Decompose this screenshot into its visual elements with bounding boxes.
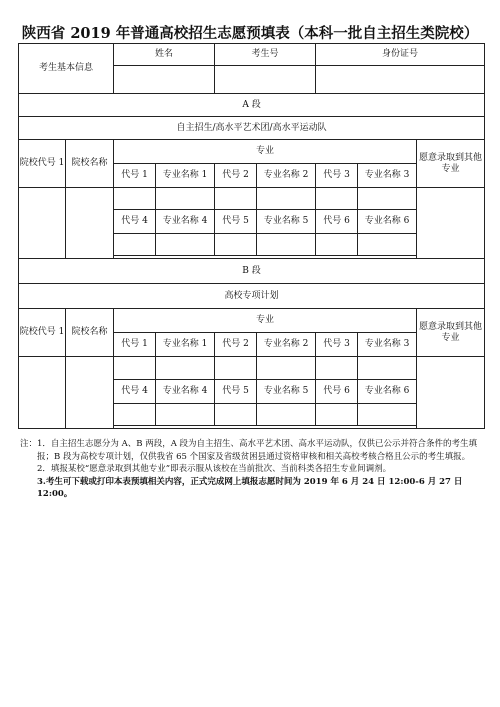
school-code-header: 院校代号 1 — [19, 309, 66, 357]
major-name-3-header: 专业名称 3 — [358, 333, 417, 357]
school-name-field[interactable] — [66, 188, 114, 259]
major-code-4-field[interactable] — [114, 404, 156, 426]
basic-info-label: 考生基本信息 — [19, 44, 114, 94]
school-name-header: 院校名称 — [66, 140, 114, 188]
major-name-2-header: 专业名称 2 — [257, 164, 316, 188]
major-name-3-field[interactable] — [358, 188, 417, 210]
major-code-3-field[interactable] — [316, 357, 358, 380]
major-name-3-field[interactable] — [358, 357, 417, 380]
note-2: 2．填报某校“愿意录取到其他专业”即表示服从该校在当前批次、当前科类各招生专业间调剂。 — [37, 464, 392, 474]
major-name-1-field[interactable] — [156, 357, 215, 380]
id-number-label: 身份证号 — [316, 44, 485, 66]
major-name-1-header: 专业名称 1 — [156, 333, 215, 357]
major-code-1-field[interactable] — [114, 188, 156, 210]
note-3: 3.考生可下载或打印本表预填相关内容，正式完成网上填报志愿时间为 2019 年 6 月 24 日 12:00-6 月 27 日 12:00。 — [37, 476, 463, 499]
application-form-table — [18, 43, 485, 429]
accept-other-field[interactable] — [417, 357, 485, 429]
major-code-3-header: 代号 3 — [316, 164, 358, 188]
major-code-5-field[interactable] — [215, 404, 257, 426]
major-name-3-header: 专业名称 3 — [358, 164, 417, 188]
major-code-1-field[interactable] — [114, 357, 156, 380]
form-title: 陕西省 2019 年普通高校招生志愿预填表（本科一批自主招生类院校） — [21, 25, 479, 42]
major-name-4-header: 专业名称 4 — [156, 380, 215, 404]
major-name-5-header: 专业名称 5 — [257, 210, 316, 234]
major-code-5-field[interactable] — [215, 234, 257, 256]
major-name-5-field[interactable] — [257, 404, 316, 426]
major-name-4-header: 专业名称 4 — [156, 210, 215, 234]
section-a-subtitle: 自主招生/高水平艺术团/高水平运动队 — [19, 117, 485, 140]
footnotes — [20, 438, 482, 501]
school-code-header: 院校代号 1 — [19, 140, 66, 188]
section-a-label: A 段 — [19, 94, 485, 117]
note-1: 注：1．自主招生志愿分为 A、B 两段，A 段为自主招生、高水平艺术团、高水平运动队，仅供已公示并符合条件的考生填报；B 段为高校专项计划，仅供我省 65 个国家及省级贫困县通过资格审核和相关高校考核合格且公示的考生填报。 — [20, 439, 478, 462]
major-code-6-field[interactable] — [316, 404, 358, 426]
major-name-6-field[interactable] — [358, 234, 417, 256]
school-name-header: 院校名称 — [66, 309, 114, 357]
accept-other-header: 愿意录取到其他专业 — [417, 309, 485, 357]
accept-other-field[interactable] — [417, 188, 485, 259]
major-name-1-field[interactable] — [156, 188, 215, 210]
major-code-6-header: 代号 6 — [316, 380, 358, 404]
major-code-1-header: 代号 1 — [114, 333, 156, 357]
section-b-label: B 段 — [19, 259, 485, 284]
section-b-subtitle: 高校专项计划 — [19, 284, 485, 309]
exam-number-field[interactable] — [215, 66, 316, 94]
exam-number-label: 考生号 — [215, 44, 316, 66]
accept-other-header: 愿意录取到其他专业 — [417, 140, 485, 188]
major-name-5-field[interactable] — [257, 234, 316, 256]
major-code-3-header: 代号 3 — [316, 333, 358, 357]
major-name-2-field[interactable] — [257, 188, 316, 210]
major-name-5-header: 专业名称 5 — [257, 380, 316, 404]
school-name-field[interactable] — [66, 357, 114, 429]
major-code-4-header: 代号 4 — [114, 210, 156, 234]
major-header: 专业 — [114, 140, 417, 164]
major-name-4-field[interactable] — [156, 404, 215, 426]
major-header: 专业 — [114, 309, 417, 333]
major-code-2-field[interactable] — [215, 357, 257, 380]
major-code-2-header: 代号 2 — [215, 164, 257, 188]
major-code-6-field[interactable] — [316, 234, 358, 256]
school-code-field[interactable] — [19, 357, 66, 429]
major-name-2-field[interactable] — [257, 357, 316, 380]
major-name-6-header: 专业名称 6 — [358, 380, 417, 404]
id-number-field[interactable] — [316, 66, 485, 94]
major-code-2-header: 代号 2 — [215, 333, 257, 357]
major-code-5-header: 代号 5 — [215, 210, 257, 234]
major-code-4-field[interactable] — [114, 234, 156, 256]
name-label: 姓名 — [114, 44, 215, 66]
major-name-2-header: 专业名称 2 — [257, 333, 316, 357]
major-code-5-header: 代号 5 — [215, 380, 257, 404]
major-name-6-field[interactable] — [358, 404, 417, 426]
major-code-6-header: 代号 6 — [316, 210, 358, 234]
major-name-4-field[interactable] — [156, 234, 215, 256]
major-code-2-field[interactable] — [215, 188, 257, 210]
major-code-1-header: 代号 1 — [114, 164, 156, 188]
name-field[interactable] — [114, 66, 215, 94]
major-name-6-header: 专业名称 6 — [358, 210, 417, 234]
major-code-4-header: 代号 4 — [114, 380, 156, 404]
major-name-1-header: 专业名称 1 — [156, 164, 215, 188]
major-code-3-field[interactable] — [316, 188, 358, 210]
school-code-field[interactable] — [19, 188, 66, 259]
